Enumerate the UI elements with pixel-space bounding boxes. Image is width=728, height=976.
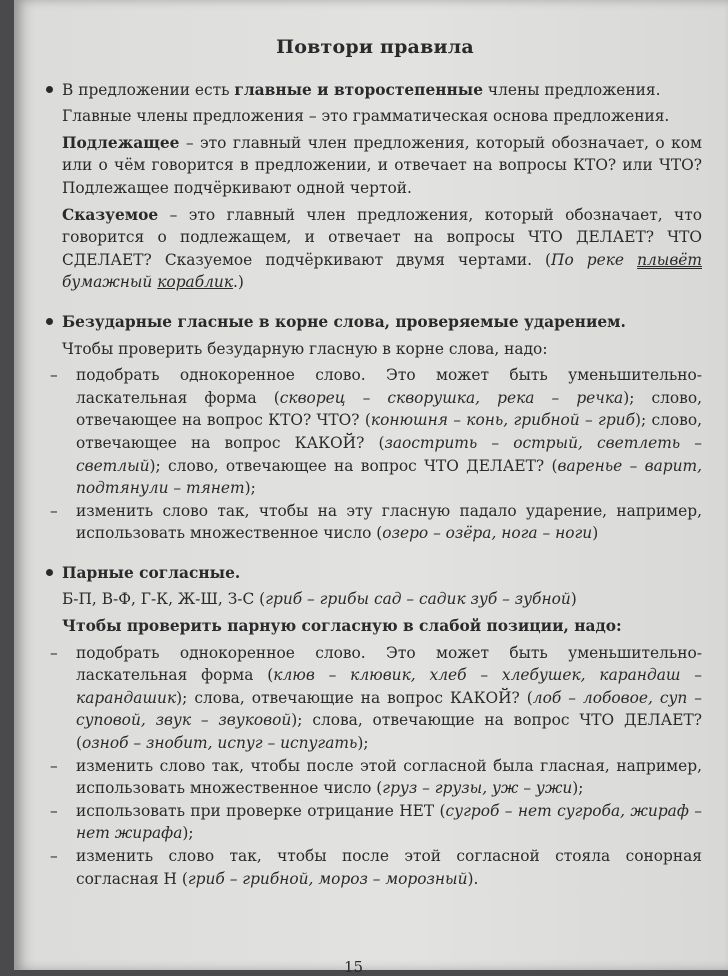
section-paired-consonants bbox=[48, 562, 702, 890]
list-item: – изменить слово так, чтобы после этой согласной стояла сонорная согласная Н (гриб – грибной, мороз – морозный). bbox=[50, 847, 702, 888]
page-title: Повтори правила bbox=[276, 36, 474, 58]
section-heading: Безударные гласные в корне слова, проверяемые ударением. bbox=[48, 311, 702, 334]
book-page bbox=[14, 0, 728, 976]
section-heading: Парные согласные. bbox=[48, 562, 702, 585]
section-intro: В предложении есть главные и второстепенные члены предложения. bbox=[48, 79, 702, 102]
list-item: – подобрать однокоренное слово. Это может быть уменьшительно-ласкательная форма (клюв – клювик, хлеб – хлебушек, карандаш – карандашик); слова, отвечающие на вопрос КАКОЙ? (лоб – лобовое, суп – суповой, звук – звуковой); слова, отвечающие на вопрос ЧТО ДЕЛАЕТ? (озноб – знобит, испуг – испугать); bbox=[50, 643, 702, 753]
list-item: – использовать при проверке отрицание НЕТ (сугроб – нет сугроба, жираф – нет жирафа); bbox=[50, 801, 702, 843]
list-item: – изменить слово так, чтобы на эту гласную падало ударение, например, использовать множественное число (озеро – озёра, нога – ноги) bbox=[50, 501, 702, 543]
section-lead: Чтобы проверить парную согласную в слабой позиции, надо: bbox=[62, 617, 622, 636]
page-number: 15 bbox=[344, 958, 364, 976]
page-content bbox=[48, 36, 702, 907]
section-sentence-members bbox=[48, 79, 702, 294]
rule-list bbox=[48, 642, 702, 891]
list-item: – изменить слово так, чтобы после этой согласной была гласная, например, использовать множественное число (груз – грузы, уж – ужи); bbox=[50, 756, 702, 798]
rule-list bbox=[48, 364, 702, 545]
paragraph-subject: Подлежащее – это главный член предложения, который обозначает, о ком или о чём говорится в предложении, и отвечает на вопросы КТО? или ЧТО? Подлежащее подчёркивают одной чертой. bbox=[62, 133, 702, 197]
list-item: – подобрать однокоренное слово. Это может быть уменьшительно-ласкательная форма (скворец – скворушка, река – речка); слово, отвечающее на вопрос КТО? ЧТО? (конюшня – конь, грибной – гриб); слово, отвечающее на вопрос КАКОЙ? (заострить – острый, светлеть – светлый); слово, отвечающее на вопрос ЧТО ДЕЛАЕТ? (варенье – варит, подтянули – тянет); bbox=[50, 366, 702, 498]
paragraph-main-members: Главные члены предложения – это грамматическая основа предложения. bbox=[62, 107, 670, 126]
consonant-pairs: Б-П, В-Ф, Г-К, Ж-Ш, З-С (гриб – грибы сад – садик зуб – зубной) bbox=[62, 590, 577, 609]
bullet-icon bbox=[46, 86, 53, 93]
bullet-icon bbox=[46, 318, 53, 325]
section-lead: Чтобы проверить безударную гласную в корне слова, надо: bbox=[62, 339, 548, 358]
section-unstressed-vowels bbox=[48, 311, 702, 545]
paragraph-predicate: Сказуемое – это главный член предложения, который обозначает, что говорится о подлежащем, и отвечает на вопросы ЧТО ДЕЛАЕТ? ЧТО СДЕЛАЕТ? Сказуемое подчёркивают двумя чертами. (По реке плывёт бумажный кораблик.) bbox=[62, 205, 702, 292]
bullet-icon bbox=[46, 569, 53, 576]
